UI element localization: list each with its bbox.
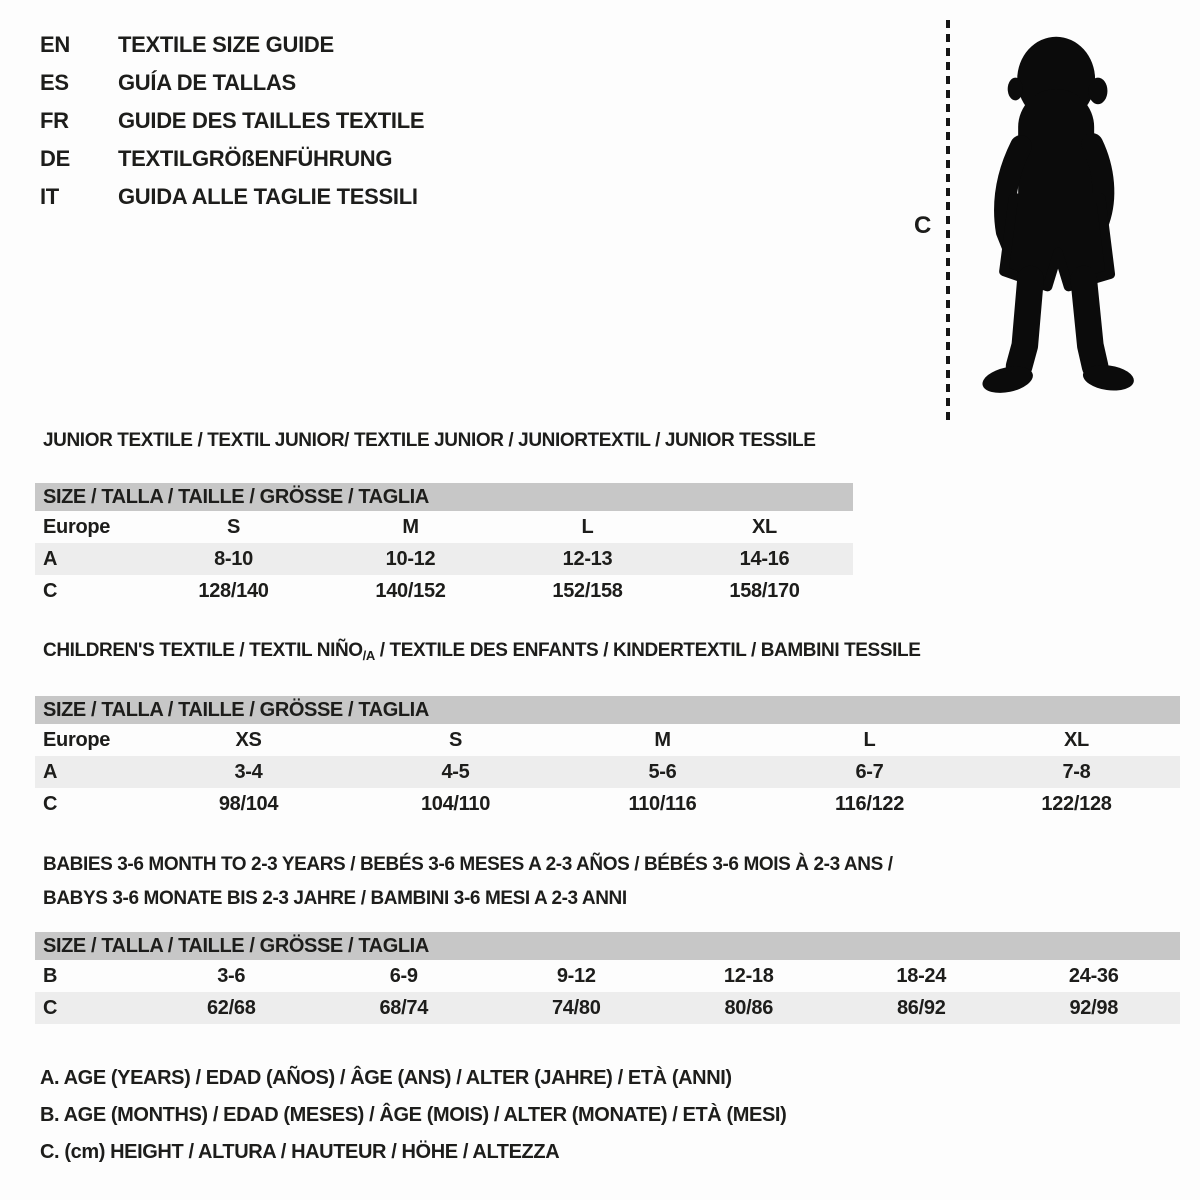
babies-title-line1: BABIES 3-6 MONTH TO 2-3 YEARS / BEBÉS 3-6 MESES A 2-3 AÑOS / BÉBÉS 3-6 MOIS À 2-3 ANS / bbox=[43, 854, 893, 875]
height-cell: 152/158 bbox=[552, 579, 623, 602]
size-cell: L bbox=[863, 728, 876, 751]
row-label: Europe bbox=[43, 728, 111, 751]
height-cell: 104/110 bbox=[420, 792, 491, 815]
age-cell: 3-4 bbox=[234, 760, 263, 783]
table-row bbox=[35, 788, 1180, 820]
size-cell: S bbox=[448, 728, 463, 751]
height-cell: 80/86 bbox=[724, 996, 774, 1019]
babies-section-title bbox=[43, 848, 1180, 916]
babies-title-line2: BABYS 3-6 MONATE BIS 2-3 JAHRE / BAMBINI 3-6 MESI A 2-3 ANNI bbox=[43, 888, 627, 909]
size-cell: M bbox=[654, 728, 671, 751]
language-row-it bbox=[40, 178, 424, 216]
language-code: FR bbox=[40, 108, 69, 133]
height-cell: 68/74 bbox=[379, 996, 429, 1019]
age-cell: 12-13 bbox=[562, 547, 613, 570]
age-cell: 9-12 bbox=[556, 964, 596, 987]
language-row-fr bbox=[40, 102, 424, 140]
children-title-main: CHILDREN'S TEXTILE / TEXTIL NIÑO bbox=[43, 640, 363, 661]
age-cell: 10-12 bbox=[385, 547, 436, 570]
language-title: GUIDE DES TAILLES TEXTILE bbox=[118, 108, 425, 133]
legend-notes bbox=[40, 1060, 786, 1171]
row-label: Europe bbox=[43, 515, 111, 538]
age-cell: 3-6 bbox=[217, 964, 246, 987]
age-cell: 24-36 bbox=[1068, 964, 1119, 987]
table-row bbox=[35, 756, 1180, 788]
age-cell: 4-5 bbox=[441, 760, 470, 783]
children-title-sub: /A bbox=[362, 648, 375, 663]
junior-size-header-bar: SIZE / TALLA / TAILLE / GRÖSSE / TAGLIA bbox=[35, 483, 853, 511]
age-cell: 5-6 bbox=[648, 760, 677, 783]
age-cell: 6-9 bbox=[389, 964, 418, 987]
row-label: B bbox=[43, 964, 58, 987]
height-cell: 122/128 bbox=[1041, 792, 1112, 815]
babies-size-header-bar: SIZE / TALLA / TAILLE / GRÖSSE / TAGLIA bbox=[35, 932, 1180, 960]
table-row bbox=[35, 724, 1180, 756]
age-cell: 12-18 bbox=[723, 964, 774, 987]
age-cell: 6-7 bbox=[855, 760, 884, 783]
language-title: GUIDA ALLE TAGLIE TESSILI bbox=[118, 184, 418, 209]
height-measure-figure bbox=[912, 14, 1182, 426]
babies-textile-section bbox=[35, 848, 1180, 1024]
size-cell: S bbox=[226, 515, 241, 538]
language-row-de bbox=[40, 140, 424, 178]
toddler-silhouette-icon bbox=[964, 22, 1154, 422]
age-cell: 7-8 bbox=[1062, 760, 1091, 783]
age-cell: 8-10 bbox=[214, 547, 253, 570]
height-cell: 116/122 bbox=[834, 792, 905, 815]
note-age-months: B. AGE (MONTHS) / EDAD (MESES) / ÂGE (MOIS) / ALTER (MONATE) / ETÀ (MESI) bbox=[40, 1104, 787, 1126]
table-row bbox=[35, 543, 853, 575]
row-label: C bbox=[43, 792, 58, 815]
age-cell: 14-16 bbox=[739, 547, 790, 570]
row-label: A bbox=[43, 547, 58, 570]
size-cell: L bbox=[581, 515, 594, 538]
height-cell: 158/170 bbox=[729, 579, 800, 602]
language-row-es bbox=[40, 64, 424, 102]
size-cell: XS bbox=[235, 728, 262, 751]
table-row bbox=[35, 511, 853, 543]
height-cell: 86/92 bbox=[896, 996, 946, 1019]
note-height-cm: C. (cm) HEIGHT / ALTURA / HAUTEUR / HÖHE / ALTEZZA bbox=[40, 1141, 560, 1163]
size-cell: M bbox=[402, 515, 419, 538]
measure-dashed-line bbox=[946, 20, 950, 420]
children-section-title bbox=[43, 640, 1180, 667]
children-textile-section bbox=[35, 640, 1180, 820]
junior-section-title: JUNIOR TEXTILE / TEXTIL JUNIOR/ TEXTILE JUNIOR / JUNIORTEXTIL / JUNIOR TESSILE bbox=[43, 430, 816, 451]
height-cell: 110/116 bbox=[628, 792, 697, 815]
height-cell: 74/80 bbox=[551, 996, 601, 1019]
row-label: C bbox=[43, 579, 58, 602]
language-title: TEXTILGRÖßENFÜHRUNG bbox=[118, 146, 393, 171]
language-row-en bbox=[40, 26, 424, 64]
table-row bbox=[35, 960, 1180, 992]
language-code: DE bbox=[40, 146, 70, 171]
language-title: GUÍA DE TALLAS bbox=[118, 70, 296, 95]
language-header bbox=[40, 26, 424, 216]
measure-c-label: C bbox=[914, 212, 932, 239]
row-label: C bbox=[43, 996, 58, 1019]
height-cell: 140/152 bbox=[375, 579, 446, 602]
size-cell: XL bbox=[1064, 728, 1089, 751]
size-cell: XL bbox=[752, 515, 777, 538]
table-row bbox=[35, 575, 853, 607]
junior-textile-section bbox=[35, 430, 853, 607]
height-cell: 62/68 bbox=[206, 996, 256, 1019]
children-title-rest: / TEXTILE DES ENFANTS / KINDERTEXTIL / BAMBINI TESSILE bbox=[374, 640, 921, 661]
note-age-years: A. AGE (YEARS) / EDAD (AÑOS) / ÂGE (ANS) / ALTER (JAHRE) / ETÀ (ANNI) bbox=[40, 1067, 732, 1089]
language-code: ES bbox=[40, 70, 69, 95]
table-row bbox=[35, 992, 1180, 1024]
row-label: A bbox=[43, 760, 58, 783]
height-cell: 92/98 bbox=[1069, 996, 1119, 1019]
language-code: IT bbox=[40, 184, 59, 209]
age-cell: 18-24 bbox=[896, 964, 947, 987]
children-size-header-bar: SIZE / TALLA / TAILLE / GRÖSSE / TAGLIA bbox=[35, 696, 1180, 724]
language-code: EN bbox=[40, 32, 70, 57]
height-cell: 98/104 bbox=[218, 792, 279, 815]
height-cell: 128/140 bbox=[198, 579, 269, 602]
language-title: TEXTILE SIZE GUIDE bbox=[118, 32, 334, 57]
